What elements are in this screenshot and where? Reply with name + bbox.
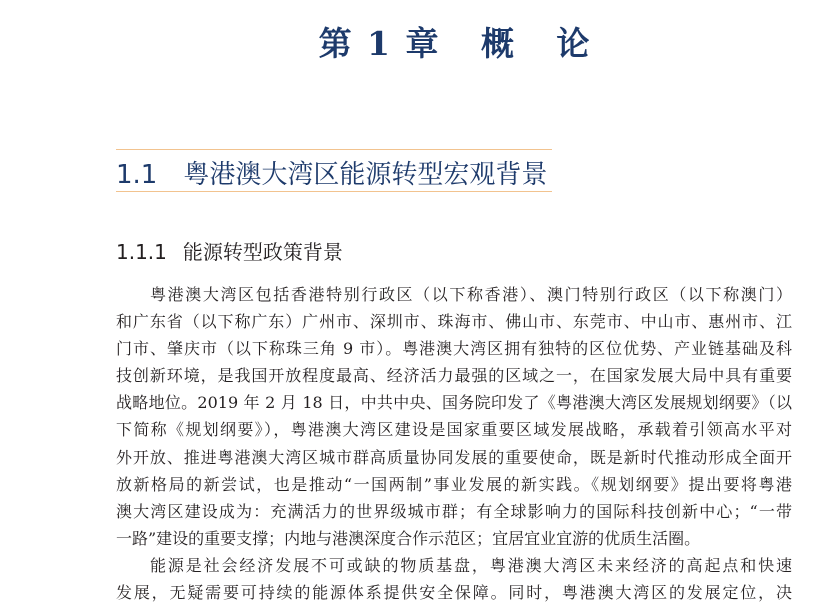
paragraph-1-line: 外开放、推进粤港澳大湾区城市群高质量协同发展的重要使命，既是新时代推动形成全面开 xyxy=(116,447,792,467)
paragraph-1-line: 粤港澳大湾区包括香港特别行政区（以下称香港）、澳门特别行政区（以下称澳门） xyxy=(150,285,792,304)
section-heading xyxy=(116,154,547,191)
paragraph-1-line: 放新格局的新尝试，也是推动“一国两制”事业发展的新实践。《规划纲要》提出要将粤港 xyxy=(116,474,792,494)
paragraph-1-line: 澳大湾区建设成为：充满活力的世界级城市群；有全球影响力的国际科技创新中心；“一带 xyxy=(116,501,792,521)
subsection-heading xyxy=(116,236,343,265)
section-number: 1.1 xyxy=(116,160,158,190)
section-rule-bottom xyxy=(116,191,552,192)
paragraph-1-line: 下简称《规划纲要》），粤港澳大湾区建设是国家重要区域发展战略，承载着引领高水平对 xyxy=(116,420,792,440)
paragraph-1-line: 和广东省（以下称广东）广州市、深圳市、珠海市、佛山市、东莞市、中山市、惠州市、江 xyxy=(116,312,792,332)
paragraph-1-line: 战略地位。2019 年 2 月 18 日，中共中央、国务院印发了《粤港澳大湾区发展规划纲要》（以 xyxy=(116,393,792,413)
paragraph-1-line: 门市、肇庆市（以下称珠三角 9 市）。粤港澳大湾区拥有独特的区位优势、产业链基础及科 xyxy=(116,339,792,359)
subsection-number: 1.1.1 xyxy=(116,240,167,264)
subsection-title: 能源转型政策背景 xyxy=(182,240,343,264)
paragraph-1-line: 技创新环境，是我国开放程度最高、经济活力最强的区域之一，在国家发展大局中具有重要 xyxy=(116,366,792,386)
section-rule-top xyxy=(116,149,552,150)
section-title: 粤港澳大湾区能源转型宏观背景 xyxy=(183,160,548,190)
body-text xyxy=(116,281,792,606)
paragraph-2-line: 能源是社会经济发展不可或缺的物质基盘，粤港澳大湾区未来经济的高起点和快速 xyxy=(150,555,792,575)
paragraph-1-line: 一路”建设的重要支撑；内地与港澳深度合作示范区；宜居宜业宜游的优质生活圈。 xyxy=(116,528,701,548)
chapter-title: 第 1 章 概 论 xyxy=(318,24,592,63)
paragraph-2-line: 发展，无疑需要可持续的能源体系提供安全保障。同时，粤港澳大湾区的发展定位，决 xyxy=(116,583,792,603)
